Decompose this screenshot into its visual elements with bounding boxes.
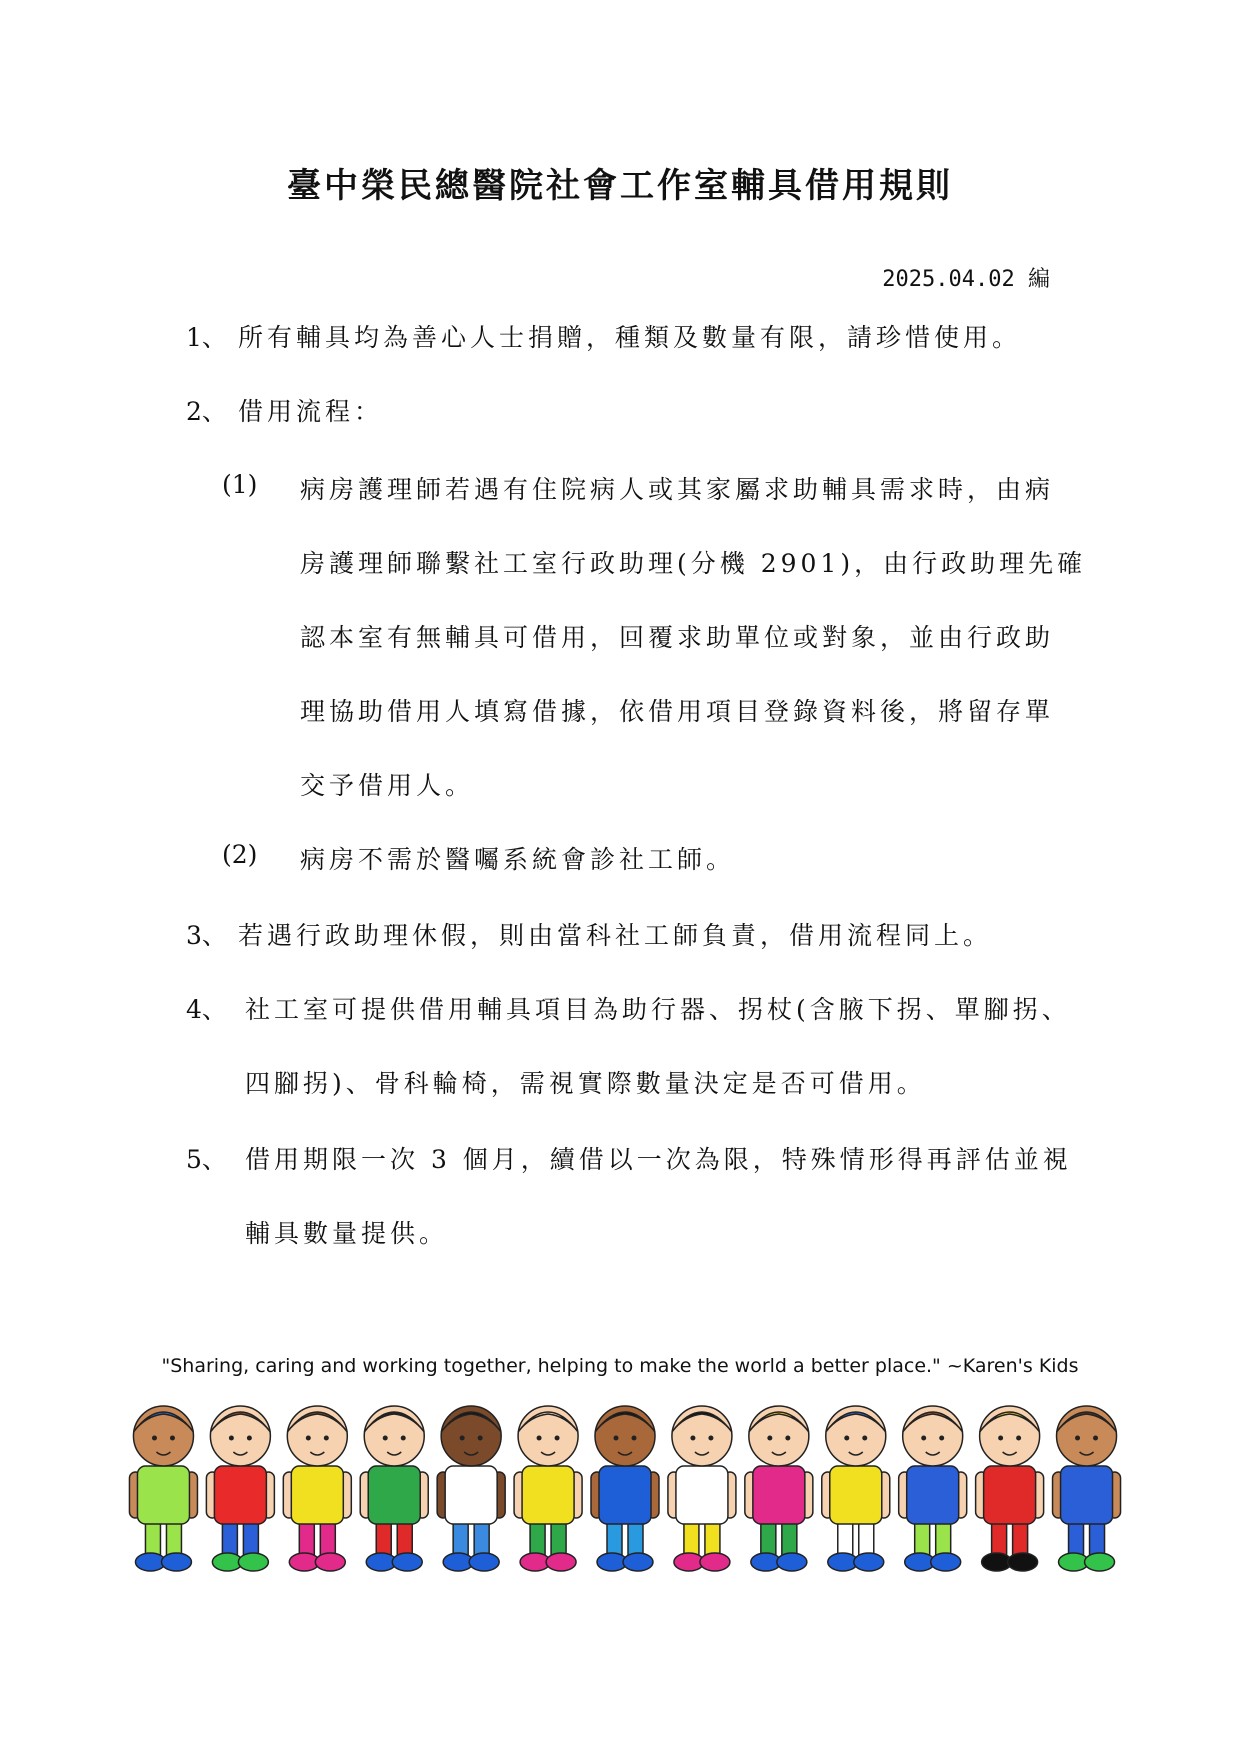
kid-figure [129,1406,197,1571]
subitem-1-number: (1) [222,470,258,499]
item-4-line-1: 社工室可提供借用輔具項目為助行器、拐杖(含腋下拐、單腳拐、 [245,995,1071,1024]
item-5-line-1: 借用期限一次 3 個月，續借以一次為限，特殊情形得再評估並視 [245,1145,1072,1174]
item-4-line-2: 四腳拐)、骨科輪椅，需視實際數量決定是否可借用。 [245,1069,926,1098]
item-1-number: 1、 [186,323,227,352]
item-5-number: 5、 [186,1145,227,1174]
subitem-1-line-5: 交予借用人。 [300,771,475,800]
document-title: 臺中榮民總醫院社會工作室輔具借用規則 [287,166,953,206]
kid-figure [283,1406,351,1571]
item-1-text: 所有輔具均為善心人士捐贈，種類及數量有限，請珍惜使用。 [238,323,1022,352]
item-4-number: 4、 [186,995,227,1024]
kid-figure [514,1406,582,1571]
kid-figure [822,1406,890,1571]
kid-figure [745,1406,813,1571]
item-3-text: 若遇行政助理休假，則由當科社工師負責，借用流程同上。 [238,921,993,950]
subitem-2-number: (2) [222,840,258,869]
subitem-1-line-1: 病房護理師若遇有住院病人或其家屬求助輔具需求時，由病 [300,475,1055,504]
item-2-text: 借用流程： [238,397,384,426]
kid-figure [437,1406,505,1571]
footer-quote: "Sharing, caring and working together, helping to make the world a better place." ~Karen's Kids [161,1355,1079,1377]
subitem-1-line-3: 認本室有無輔具可借用，回覆求助單位或對象，並由行政助 [300,623,1055,652]
subitem-1-line-4: 理協助借用人填寫借據，依借用項目登錄資料後，將留存單 [300,697,1055,726]
kid-figure [668,1406,736,1571]
date-stamp: 2025.04.02 編 [882,267,1050,292]
subitem-1-line-2: 房護理師聯繫社工室行政助理(分機 2901)，由行政助理先確 [300,549,1087,578]
kid-figure [360,1406,428,1571]
kids-illustration [125,1390,1135,1590]
kid-figure [1053,1406,1121,1571]
item-5-line-2: 輔具數量提供。 [245,1219,449,1248]
kid-figure [899,1406,967,1571]
item-2-number: 2、 [186,397,227,426]
subitem-2-text: 病房不需於醫囑系統會診社工師。 [300,845,736,874]
kid-figure [591,1406,659,1571]
kid-figure [206,1406,274,1571]
kid-figure [976,1406,1044,1571]
item-3-number: 3、 [186,921,227,950]
